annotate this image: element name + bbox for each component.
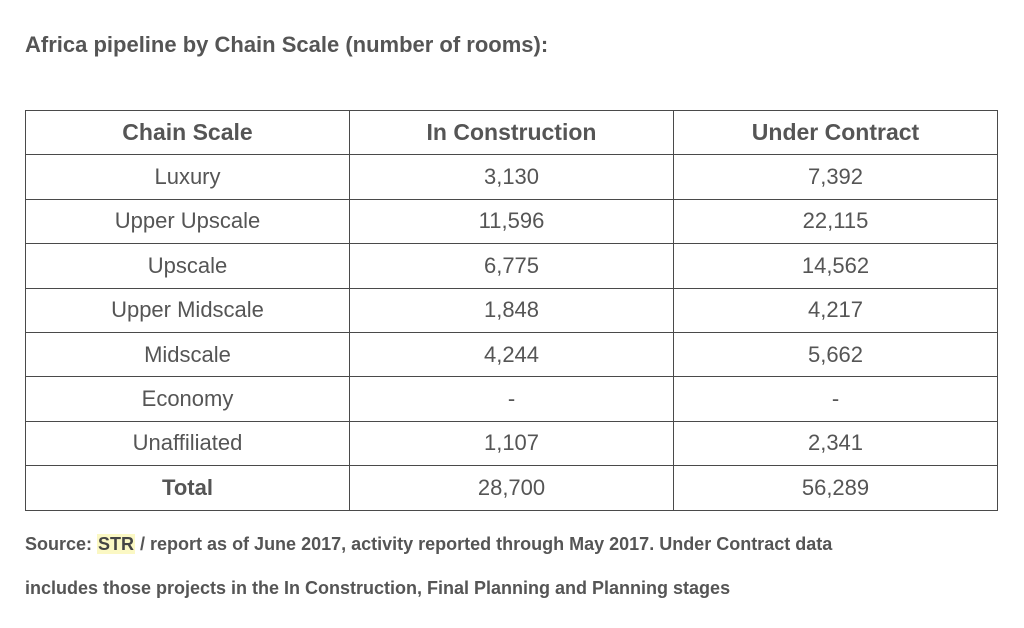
cell-total-label: Total	[26, 466, 350, 510]
table-row	[26, 421, 998, 465]
cell-under-contract: 7,392	[674, 155, 998, 199]
cell-chain-scale: Unaffiliated	[26, 421, 350, 465]
source-note	[25, 522, 1015, 610]
cell-in-construction: 4,244	[350, 332, 674, 376]
cell-under-contract: 22,115	[674, 199, 998, 243]
source-label: Source:	[25, 534, 98, 554]
cell-chain-scale: Upper Upscale	[26, 199, 350, 243]
cell-in-construction: 1,107	[350, 421, 674, 465]
table-header-row	[26, 111, 998, 155]
header-under-contract: Under Contract	[674, 111, 998, 155]
cell-in-construction: 3,130	[350, 155, 674, 199]
header-chain-scale: Chain Scale	[26, 111, 350, 155]
source-text-line2: includes those projects in the In Construction, Final Planning and Planning stages	[25, 578, 731, 598]
cell-under-contract: 2,341	[674, 421, 998, 465]
table-row	[26, 377, 998, 421]
page-title: Africa pipeline by Chain Scale (number of rooms):	[25, 32, 549, 57]
table-row	[26, 199, 998, 243]
cell-under-contract: 4,217	[674, 288, 998, 332]
header-in-construction: In Construction	[350, 111, 674, 155]
cell-in-construction: 1,848	[350, 288, 674, 332]
cell-chain-scale: Luxury	[26, 155, 350, 199]
table-total-row	[26, 466, 998, 510]
table-row	[26, 332, 998, 376]
cell-chain-scale: Upper Midscale	[26, 288, 350, 332]
cell-under-contract: 5,662	[674, 332, 998, 376]
source-text-line1: / report as of June 2017, activity reported through May 2017. Under Contract data	[135, 534, 833, 554]
cell-total-in-construction: 28,700	[350, 466, 674, 510]
str-link[interactable]: STR	[98, 534, 135, 554]
table-row	[26, 155, 998, 199]
cell-under-contract: 14,562	[674, 244, 998, 288]
table-row	[26, 288, 998, 332]
pipeline-table	[25, 110, 998, 511]
cell-chain-scale: Upscale	[26, 244, 350, 288]
cell-in-construction: 11,596	[350, 199, 674, 243]
cell-chain-scale: Economy	[26, 377, 350, 421]
cell-chain-scale: Midscale	[26, 332, 350, 376]
cell-in-construction: -	[350, 377, 674, 421]
cell-total-under-contract: 56,289	[674, 466, 998, 510]
cell-under-contract: -	[674, 377, 998, 421]
cell-in-construction: 6,775	[350, 244, 674, 288]
table-row	[26, 244, 998, 288]
